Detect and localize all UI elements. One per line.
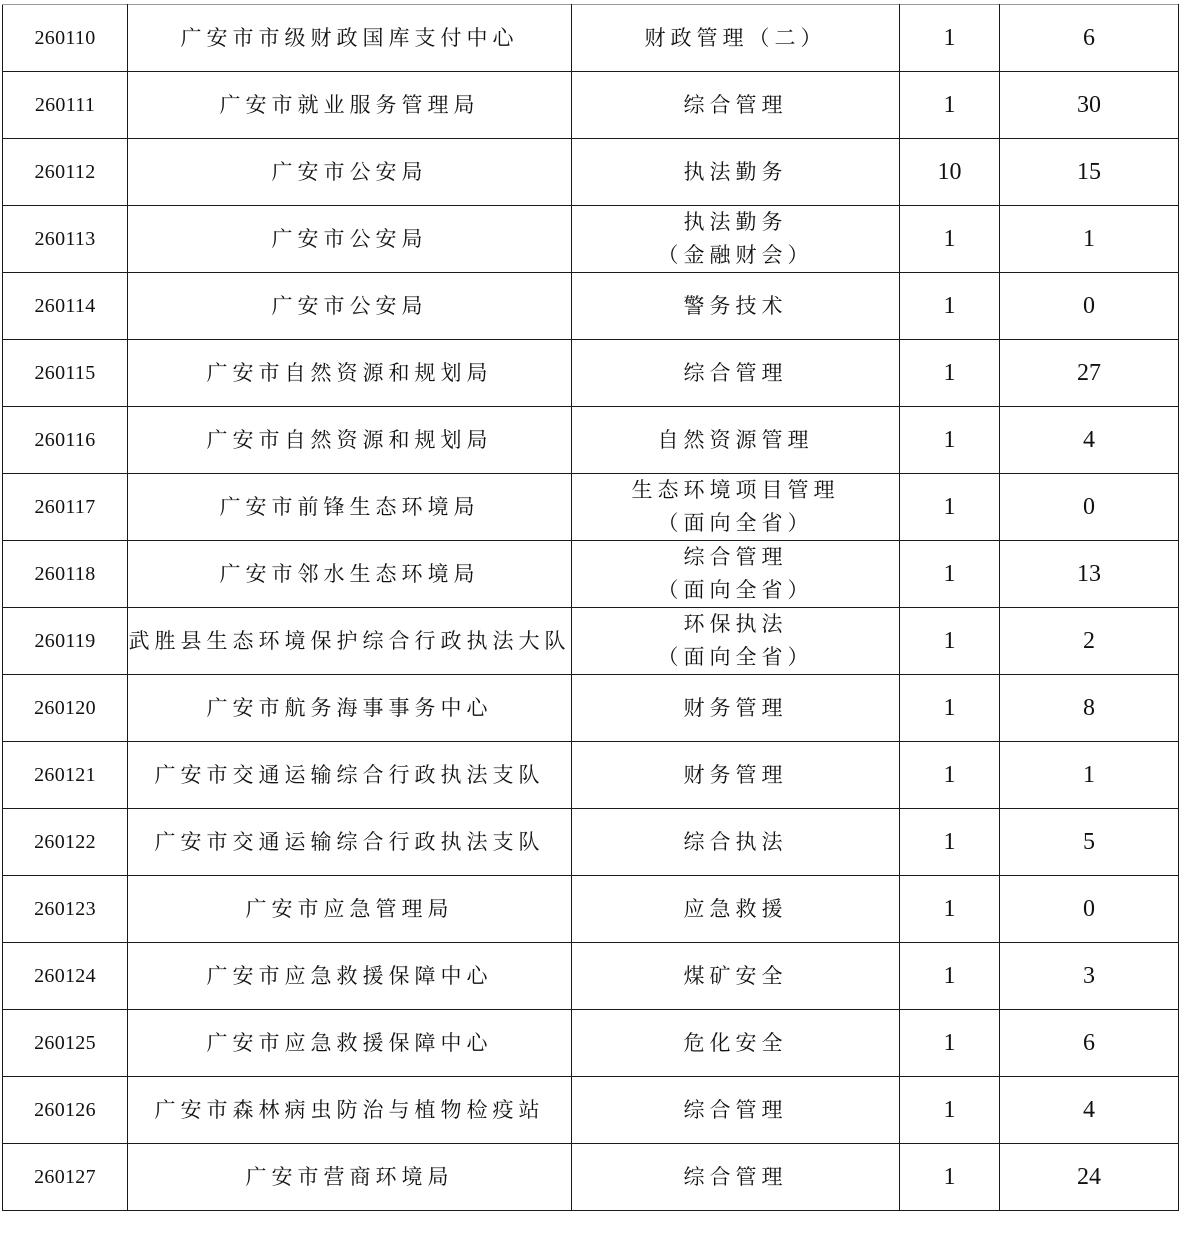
applicant-count-cell: 24 [1000,1144,1179,1211]
position-code-cell: 260120 [3,675,128,742]
position-name-line: 财政管理（二） [644,25,827,50]
table-row [3,742,1179,809]
recruit-count-cell: 1 [900,608,1000,675]
table-row [3,876,1179,943]
position-name-line: 环保执法 [683,612,788,636]
employer-unit-cell: 广安市自然资源和规划局 [128,340,572,407]
position-code-cell: 260123 [3,876,128,943]
employer-unit-cell: 广安市前锋生态环境局 [128,474,572,541]
position-name-cell [572,206,900,273]
position-name-cell [572,809,900,876]
table-row [3,608,1179,675]
employer-unit-cell: 广安市交通运输综合行政执法支队 [128,742,572,809]
employer-unit-cell: 广安市森林病虫防治与植物检疫站 [128,1077,572,1144]
table-body [3,5,1179,1211]
position-name-line: （面向全省） [657,645,814,669]
position-name-line: 煤矿安全 [683,963,788,988]
recruit-count-cell: 1 [900,943,1000,1010]
applicant-count-cell: 8 [1000,675,1179,742]
recruit-count-cell: 1 [900,1077,1000,1144]
position-name-line: 危化安全 [683,1030,788,1055]
position-name-cell [572,675,900,742]
position-code-cell: 260119 [3,608,128,675]
applicant-count-cell: 0 [1000,273,1179,340]
recruit-count-cell: 1 [900,1144,1000,1211]
applicant-count-cell: 3 [1000,943,1179,1010]
position-name-line: （面向全省） [657,578,814,602]
applicant-count-cell: 2 [1000,608,1179,675]
applicant-count-cell: 4 [1000,407,1179,474]
table-row [3,1077,1179,1144]
position-name-line: 综合执法 [683,829,788,854]
employer-unit-cell: 广安市交通运输综合行政执法支队 [128,809,572,876]
position-name-cell [572,1010,900,1077]
recruit-count-cell: 1 [900,72,1000,139]
table-row [3,1144,1179,1211]
applicant-count-cell: 5 [1000,809,1179,876]
employer-unit-cell: 武胜县生态环境保护综合行政执法大队 [128,608,572,675]
table-row [3,809,1179,876]
recruit-count-cell: 1 [900,407,1000,474]
position-code-cell: 260127 [3,1144,128,1211]
employer-unit-cell: 广安市应急救援保障中心 [128,943,572,1010]
position-name-cell [572,139,900,206]
applicant-count-cell: 27 [1000,340,1179,407]
position-name-line: 综合管理 [683,545,788,569]
applicant-count-cell: 30 [1000,72,1179,139]
table-row [3,407,1179,474]
employer-unit-cell: 广安市市级财政国库支付中心 [128,5,572,72]
position-name-line: 生态环境项目管理 [631,478,840,502]
position-name-line: 应急救援 [683,896,788,921]
position-code-cell: 260126 [3,1077,128,1144]
position-name-line: 综合管理 [683,92,788,117]
table-row [3,139,1179,206]
position-name-line: 执法勤务 [683,210,788,234]
employer-unit-cell: 广安市应急管理局 [128,876,572,943]
employer-unit-cell: 广安市邻水生态环境局 [128,541,572,608]
table-row [3,206,1179,273]
position-name-line: 警务技术 [683,293,788,318]
employer-unit-cell: 广安市公安局 [128,273,572,340]
position-code-cell: 260118 [3,541,128,608]
recruit-count-cell: 1 [900,876,1000,943]
position-name-cell [572,876,900,943]
employer-unit-cell: 广安市航务海事事务中心 [128,675,572,742]
position-name-cell [572,72,900,139]
table-row [3,943,1179,1010]
employer-unit-cell: 广安市就业服务管理局 [128,72,572,139]
position-name-cell [572,5,900,72]
position-code-cell: 260121 [3,742,128,809]
table-row [3,675,1179,742]
position-code-cell: 260113 [3,206,128,273]
applicant-count-cell: 15 [1000,139,1179,206]
recruit-count-cell: 1 [900,809,1000,876]
applicant-count-cell: 6 [1000,5,1179,72]
employer-unit-cell: 广安市公安局 [128,206,572,273]
table-row [3,1010,1179,1077]
table-row [3,340,1179,407]
recruit-count-cell: 1 [900,474,1000,541]
recruit-count-cell: 1 [900,206,1000,273]
table-row [3,5,1179,72]
employer-unit-cell: 广安市营商环境局 [128,1144,572,1211]
position-name-line: （面向全省） [657,511,814,535]
recruitment-table [2,4,1179,1211]
position-name-line: 自然资源管理 [657,427,814,452]
position-name-cell [572,407,900,474]
employer-unit-cell: 广安市自然资源和规划局 [128,407,572,474]
employer-unit-cell: 广安市公安局 [128,139,572,206]
table-row [3,273,1179,340]
position-name-cell [572,273,900,340]
position-name-line: 综合管理 [683,1164,788,1189]
position-name-cell [572,1144,900,1211]
position-name-line: （金融财会） [657,243,814,267]
position-code-cell: 260115 [3,340,128,407]
position-name-line: 财务管理 [683,695,788,720]
position-code-cell: 260114 [3,273,128,340]
position-code-cell: 260110 [3,5,128,72]
recruit-count-cell: 1 [900,541,1000,608]
position-code-cell: 260111 [3,72,128,139]
position-name-line: 财务管理 [683,762,788,787]
recruit-count-cell: 1 [900,5,1000,72]
applicant-count-cell: 6 [1000,1010,1179,1077]
recruit-count-cell: 1 [900,273,1000,340]
position-name-cell [572,541,900,608]
position-name-cell [572,943,900,1010]
recruit-count-cell: 10 [900,139,1000,206]
position-name-cell [572,340,900,407]
recruit-count-cell: 1 [900,742,1000,809]
applicant-count-cell: 4 [1000,1077,1179,1144]
position-code-cell: 260122 [3,809,128,876]
position-name-line: 综合管理 [683,360,788,385]
position-code-cell: 260112 [3,139,128,206]
position-code-cell: 260116 [3,407,128,474]
position-name-cell [572,474,900,541]
position-name-line: 综合管理 [683,1097,788,1122]
table-row [3,541,1179,608]
position-name-cell [572,608,900,675]
recruit-count-cell: 1 [900,340,1000,407]
position-code-cell: 260125 [3,1010,128,1077]
table-row [3,474,1179,541]
position-code-cell: 260117 [3,474,128,541]
applicant-count-cell: 0 [1000,474,1179,541]
table-row [3,72,1179,139]
position-name-line: 执法勤务 [683,159,788,184]
applicant-count-cell: 1 [1000,742,1179,809]
recruit-count-cell: 1 [900,1010,1000,1077]
position-name-cell [572,1077,900,1144]
position-name-cell [572,742,900,809]
employer-unit-cell: 广安市应急救援保障中心 [128,1010,572,1077]
recruit-count-cell: 1 [900,675,1000,742]
applicant-count-cell: 0 [1000,876,1179,943]
position-code-cell: 260124 [3,943,128,1010]
applicant-count-cell: 1 [1000,206,1179,273]
applicant-count-cell: 13 [1000,541,1179,608]
